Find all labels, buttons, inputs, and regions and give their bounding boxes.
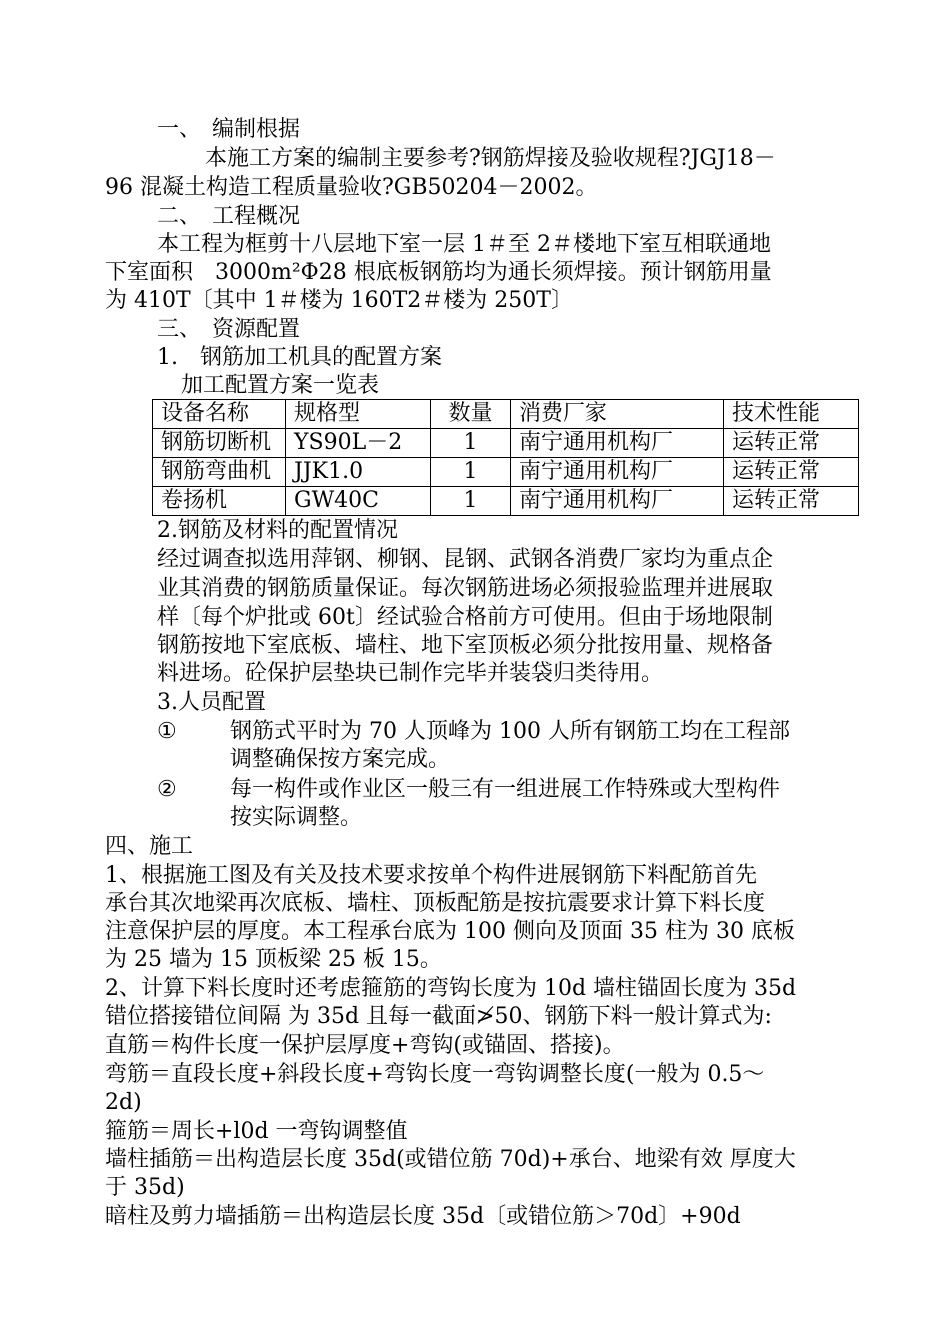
paragraph-line: 错位搭接错位间隔 为 35d 且每一截面≯50、钢筋下料一般计算式为:: [105, 1004, 772, 1029]
table-cell: YS90L－2: [286, 429, 431, 458]
formula-line: 于 35d): [105, 1175, 185, 1200]
table-cell: 1: [431, 429, 511, 458]
list-item-line: 钢筋式平时为 70 人顶峰为 100 人所有钢筋工均在工程部: [230, 719, 790, 744]
equipment-table: [152, 399, 859, 516]
subsection-heading: 2.钢筋及材料的配置情况: [157, 518, 398, 543]
table-header-cell: 消费厂家: [511, 400, 724, 429]
paragraph-line: 业其消费的钢筋质量保证。每次钢筋进场必须报验监理并进展取: [157, 576, 774, 601]
table-cell: 卷扬机: [153, 487, 286, 516]
section-3-heading: 三、 资源配置: [157, 317, 301, 342]
formula-line: 直筋＝构件长度一保护层厚度+弯钩(或锚固、搭接)。: [105, 1033, 625, 1058]
list-item-line: 调整确保按方案完成。: [230, 747, 451, 772]
table-cell: 南宁通用机构厂: [511, 487, 724, 516]
table-row: [153, 458, 859, 487]
table-row: [153, 487, 859, 516]
section-4-heading: 四、施工: [105, 834, 194, 859]
subsection-heading: 1. 钢筋加工机具的配置方案: [157, 345, 442, 370]
table-header-cell: 数量: [431, 400, 511, 429]
paragraph-line: 1、根据施工图及有关及技术要求按单个构件进展钢筋下料配筋首先: [105, 863, 757, 888]
table-cell: 运转正常: [724, 458, 859, 487]
formula-line: 墙柱插筋＝出构造层长度 35d(或错位筋 70d)+承台、地梁有效 厚度大: [105, 1147, 796, 1172]
table-cell: GW40C: [286, 487, 431, 516]
table-cell: 钢筋切断机: [153, 429, 286, 458]
section-2-heading: 二、 工程概况: [157, 204, 301, 229]
table-cell: 钢筋弯曲机: [153, 458, 286, 487]
table-cell: 南宁通用机构厂: [511, 458, 724, 487]
table-cell: 南宁通用机构厂: [511, 429, 724, 458]
formula-line: 暗柱及剪力墙插筋＝出构造层长度 35d〔或错位筋＞70d〕+90d: [105, 1204, 741, 1229]
paragraph-line: 钢筋按地下室底板、墙柱、地下室顶板必须分批按用量、规格备: [157, 633, 774, 658]
list-item-line: 按实际调整。: [230, 805, 363, 830]
table-header-cell: 规格型: [286, 400, 431, 429]
subsection-heading: 3.人员配置: [157, 690, 266, 715]
table-cell: JJK1.0: [286, 458, 431, 487]
table-header-cell: 技术性能: [724, 400, 859, 429]
table-row: [153, 429, 859, 458]
paragraph-line: 承台其次地梁再次底板、墙柱、顶板配筋是按抗震要求计算下料长度: [105, 891, 766, 916]
paragraph-line: 样〔每个炉批或 60t〕经试验合格前方可使用。但由于场地限制: [157, 605, 773, 630]
section-1-heading: 一、 编制根据: [157, 117, 301, 142]
paragraph-line: 为 410T〔其中 1＃楼为 160T2＃楼为 250T〕: [105, 288, 573, 313]
paragraph-line: 2、计算下料长度时还考虑箍筋的弯钩长度为 10d 墙柱锚固长度为 35d: [105, 976, 797, 1001]
paragraph-line: 96 混凝土构造工程质量验收?GB50204－2002。: [105, 175, 598, 200]
paragraph-line: 下室面积 3000m²Φ28 根底板钢筋均为通长须焊接。预计钢筋用量: [105, 260, 772, 285]
paragraph-line: 注意保护层的厚度。本工程承台底为 100 侧向及顶面 35 柱为 30 底板: [105, 919, 795, 944]
list-marker: ②: [157, 777, 177, 802]
paragraph-line: 料进场。砼保护层垫块已制作完毕并装袋归类待用。: [157, 661, 664, 686]
paragraph-line: 本工程为框剪十八层地下室一层 1＃至 2＃楼地下室互相联通地: [157, 232, 771, 257]
table-caption: 加工配置方案一览表: [181, 373, 380, 398]
table-header-cell: 设备名称: [153, 400, 286, 429]
table-header-row: [153, 400, 859, 429]
table-cell: 1: [431, 458, 511, 487]
list-item-line: 每一构件或作业区一般三有一组进展工作特殊或大型构件: [230, 777, 781, 802]
table-cell: 1: [431, 487, 511, 516]
formula-line: 2d): [105, 1090, 142, 1115]
formula-line: 弯筋＝直段长度+斜段长度+弯钩长度一弯钩调整长度(一般为 0.5～: [105, 1062, 765, 1087]
paragraph-line: 为 25 墙为 15 顶板梁 25 板 15。: [105, 947, 442, 972]
table-cell: 运转正常: [724, 429, 859, 458]
table-cell: 运转正常: [724, 487, 859, 516]
paragraph-line: 本施工方案的编制主要参考?钢筋焊接及验收规程?JGJ18－: [205, 146, 776, 171]
list-marker: ①: [157, 719, 177, 744]
formula-line: 箍筋＝周长+l0d 一弯钩调整值: [105, 1119, 408, 1144]
paragraph-line: 经过调查拟选用萍钢、柳钢、昆钢、武钢各消费厂家均为重点企: [157, 547, 774, 572]
